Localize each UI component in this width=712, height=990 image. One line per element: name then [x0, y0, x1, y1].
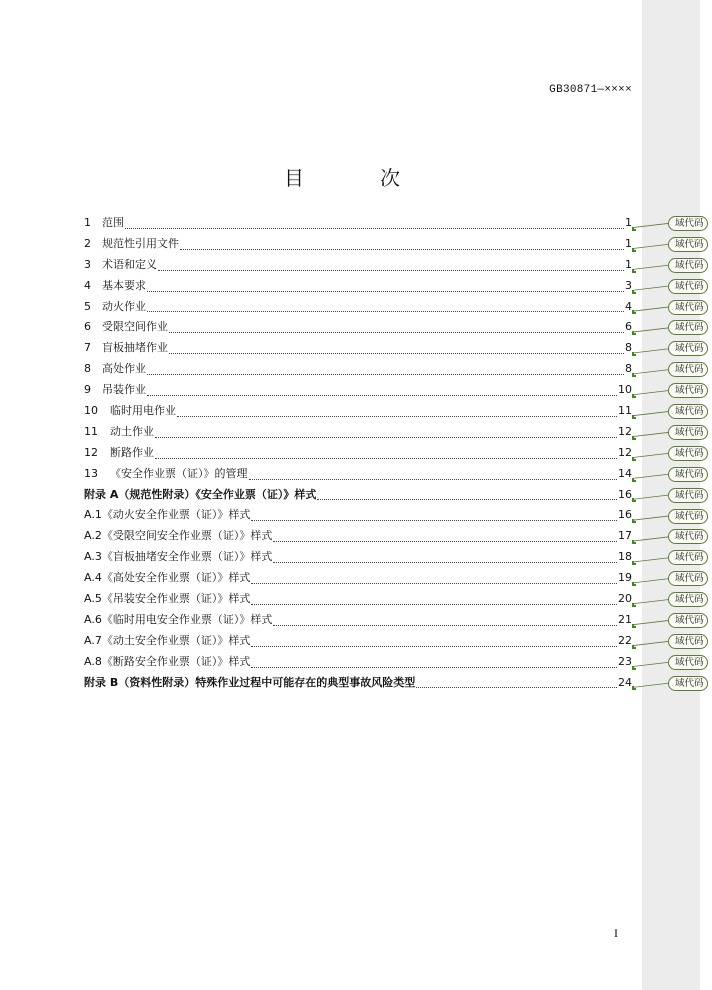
toc-entry[interactable] — [84, 297, 632, 318]
toc-entry[interactable] — [84, 610, 632, 631]
toc-entry-title[interactable]: 吊装作业 — [102, 383, 146, 397]
toc-leader-dots — [317, 499, 617, 500]
toc-entry[interactable] — [84, 589, 632, 610]
toc-leader-dots — [169, 332, 624, 333]
toc-entry-title[interactable]: 高处作业 — [102, 362, 146, 376]
toc-entry-title[interactable]: A.8《断路安全作业票（证）》样式 — [84, 654, 251, 668]
toc-entry-page[interactable]: 16 — [618, 487, 632, 501]
toc-leader-dots — [273, 562, 617, 563]
toc-entry[interactable] — [84, 526, 632, 547]
toc-leader-dots — [249, 479, 618, 480]
field-code-comment[interactable]: 域代码 — [668, 488, 708, 503]
field-anchor-mark — [632, 582, 636, 586]
toc-leader-dots — [147, 374, 624, 375]
toc-entry-page[interactable]: 18 — [618, 550, 632, 564]
toc-entry-title[interactable]: A.1《动火安全作业票（证）》样式 — [84, 508, 251, 522]
toc-title: 目 次 — [284, 166, 428, 190]
page-number: I — [614, 926, 618, 940]
toc-entry-title[interactable]: 《安全作业票（证）》的管理 — [110, 466, 248, 480]
toc-entry-title[interactable]: 附录 B（资料性附录）特殊作业过程中可能存在的典型事故风险类型 — [84, 675, 416, 689]
toc-entry-title[interactable]: 规范性引用文件 — [102, 236, 179, 250]
toc-entry-title[interactable]: 动土作业 — [110, 424, 154, 438]
toc-entry-page[interactable]: 3 — [625, 278, 632, 292]
toc-entry-title[interactable]: 盲板抽堵作业 — [102, 341, 168, 355]
toc-entry-page[interactable]: 6 — [625, 320, 632, 334]
field-code-comment[interactable]: 域代码 — [668, 613, 708, 628]
toc-entry-title[interactable]: 受限空间作业 — [102, 320, 168, 334]
field-anchor-mark — [632, 436, 636, 440]
toc-entry[interactable] — [84, 234, 632, 255]
field-anchor-mark — [632, 373, 636, 377]
toc-entry[interactable] — [84, 568, 632, 589]
field-anchor-mark — [632, 666, 636, 670]
toc-leader-dots — [251, 520, 617, 521]
field-code-comment[interactable]: 域代码 — [668, 676, 708, 691]
toc-entry-page[interactable]: 1 — [625, 216, 632, 229]
toc-entry-title[interactable]: 附录 A（规范性附录）《安全作业票（证）》样式 — [84, 487, 317, 501]
field-anchor-mark — [632, 561, 636, 565]
field-anchor-mark — [632, 394, 636, 398]
field-anchor-mark — [632, 540, 636, 544]
toc-entry-number: 2 — [84, 236, 91, 250]
toc-entry-page[interactable]: 4 — [625, 299, 632, 313]
table-of-contents — [84, 213, 632, 693]
field-anchor-mark — [632, 290, 636, 294]
field-anchor-mark — [632, 603, 636, 607]
toc-entry[interactable] — [84, 338, 632, 359]
field-code-comment[interactable]: 域代码 — [668, 383, 708, 398]
toc-entry-title[interactable]: 范围 — [102, 216, 124, 229]
toc-leader-dots — [180, 249, 624, 250]
field-anchor-mark — [632, 227, 636, 231]
toc-leader-dots — [416, 687, 617, 688]
toc-entry-number: 1 — [84, 216, 91, 229]
toc-entry-number: 3 — [84, 257, 91, 271]
toc-entry-title[interactable]: A.7《动土安全作业票（证）》样式 — [84, 633, 251, 647]
field-anchor-mark — [632, 498, 636, 502]
toc-entry-title[interactable]: 基本要求 — [102, 278, 146, 292]
toc-entry[interactable] — [84, 505, 632, 526]
toc-leader-dots — [158, 270, 624, 271]
field-anchor-mark — [632, 478, 636, 482]
field-anchor-mark — [632, 415, 636, 419]
toc-entry[interactable] — [84, 422, 632, 443]
field-code-comment[interactable]: 域代码 — [668, 341, 708, 356]
toc-entry-page[interactable]: 22 — [618, 633, 632, 647]
toc-entry-page[interactable]: 23 — [618, 654, 632, 668]
toc-leader-dots — [251, 604, 617, 605]
field-code-comment[interactable]: 域代码 — [668, 216, 708, 231]
field-anchor-mark — [632, 686, 636, 690]
toc-entry-number: 11 — [84, 424, 98, 438]
toc-entry-title[interactable]: 术语和定义 — [102, 257, 157, 271]
toc-entry-page[interactable]: 8 — [625, 341, 632, 355]
toc-entry-number: 13 — [84, 466, 98, 480]
toc-entry[interactable] — [84, 317, 632, 338]
field-anchor-mark — [632, 331, 636, 335]
toc-entry-page[interactable]: 16 — [618, 508, 632, 522]
toc-entry[interactable] — [84, 401, 632, 422]
toc-entry-page[interactable]: 10 — [618, 383, 632, 397]
field-code-comment[interactable]: 域代码 — [668, 550, 708, 565]
toc-entry[interactable] — [84, 380, 632, 401]
toc-leader-dots — [273, 625, 617, 626]
toc-leader-dots — [169, 353, 624, 354]
field-anchor-mark — [632, 645, 636, 649]
toc-leader-dots — [147, 311, 624, 312]
field-code-comment[interactable]: 域代码 — [668, 446, 708, 461]
toc-leader-dots — [273, 541, 617, 542]
toc-leader-dots — [251, 583, 617, 584]
toc-entry-number: 10 — [84, 404, 98, 418]
toc-entry-page[interactable]: 21 — [618, 612, 632, 626]
field-code-comment[interactable]: 域代码 — [668, 529, 708, 544]
field-code-comment[interactable]: 域代码 — [668, 509, 708, 524]
toc-entry-number: 8 — [84, 362, 91, 376]
toc-entry-page[interactable]: 12 — [618, 445, 632, 459]
field-anchor-mark — [632, 269, 636, 273]
toc-entry[interactable] — [84, 485, 632, 506]
field-anchor-mark — [632, 624, 636, 628]
toc-entry-number: 12 — [84, 445, 98, 459]
toc-entry[interactable] — [84, 443, 632, 464]
field-anchor-mark — [632, 519, 636, 523]
field-code-comment[interactable]: 域代码 — [668, 362, 708, 377]
toc-entry-number: 5 — [84, 299, 91, 313]
toc-entry[interactable] — [84, 631, 632, 652]
field-code-comment[interactable]: 域代码 — [668, 592, 708, 607]
toc-entry-page[interactable]: 17 — [618, 529, 632, 543]
toc-entry-title[interactable]: A.5《吊装安全作业票（证）》样式 — [84, 592, 251, 606]
field-code-comment[interactable]: 域代码 — [668, 404, 708, 419]
toc-entry-page[interactable]: 1 — [625, 257, 632, 271]
toc-entry[interactable] — [84, 255, 632, 276]
toc-entry[interactable] — [84, 359, 632, 380]
field-code-comment[interactable]: 域代码 — [668, 655, 708, 670]
toc-entry-page[interactable]: 24 — [618, 675, 632, 689]
field-code-comment[interactable]: 域代码 — [668, 571, 708, 586]
field-anchor-mark — [632, 310, 636, 314]
toc-leader-dots — [251, 667, 617, 668]
toc-entry-title[interactable]: A.2《受限空间安全作业票（证）》样式 — [84, 529, 273, 543]
toc-entry-title[interactable]: 断路作业 — [110, 445, 154, 459]
toc-leader-dots — [125, 228, 624, 229]
toc-leader-dots — [251, 646, 617, 647]
toc-entry-number: 4 — [84, 278, 91, 292]
toc-entry-page[interactable]: 8 — [625, 362, 632, 376]
field-code-comment[interactable]: 域代码 — [668, 237, 708, 252]
document-code: GB30871—×××× — [549, 84, 632, 96]
toc-entry-title[interactable]: A.3《盲板抽堵安全作业票（证）》样式 — [84, 550, 273, 564]
field-code-comment[interactable]: 域代码 — [668, 467, 708, 482]
toc-entry-number: 9 — [84, 383, 91, 397]
toc-entry[interactable] — [84, 276, 632, 297]
field-code-comment[interactable]: 域代码 — [668, 320, 708, 335]
toc-entry-number: 6 — [84, 320, 91, 334]
toc-leader-dots — [147, 395, 617, 396]
toc-entry[interactable] — [84, 213, 632, 234]
toc-entry[interactable] — [84, 464, 632, 485]
toc-entry[interactable] — [84, 673, 632, 694]
field-code-comment[interactable]: 域代码 — [668, 300, 708, 315]
field-anchor-mark — [632, 248, 636, 252]
field-anchor-mark — [632, 457, 636, 461]
toc-entry-title[interactable]: 动火作业 — [102, 299, 146, 313]
toc-entry-page[interactable]: 20 — [618, 592, 632, 606]
toc-entry-page[interactable]: 12 — [618, 424, 632, 438]
toc-leader-dots — [147, 291, 624, 292]
toc-leader-dots — [177, 416, 617, 417]
toc-entry-page[interactable]: 11 — [618, 404, 632, 418]
field-code-comment[interactable]: 域代码 — [668, 258, 708, 273]
toc-leader-dots — [155, 437, 617, 438]
toc-entry-page[interactable]: 19 — [618, 571, 632, 585]
toc-entry[interactable] — [84, 652, 632, 673]
field-code-comment[interactable]: 域代码 — [668, 425, 708, 440]
toc-entry-page[interactable]: 14 — [618, 466, 632, 480]
field-code-comment[interactable]: 域代码 — [668, 279, 708, 294]
toc-entry-number: 7 — [84, 341, 91, 355]
toc-entry-title[interactable]: A.6《临时用电安全作业票（证）》样式 — [84, 612, 273, 626]
toc-entry-title[interactable]: A.4《高处安全作业票（证）》样式 — [84, 571, 251, 585]
toc-entry[interactable] — [84, 547, 632, 568]
toc-entry-page[interactable]: 1 — [625, 236, 632, 250]
toc-entry-title[interactable]: 临时用电作业 — [110, 404, 176, 418]
toc-leader-dots — [155, 458, 617, 459]
field-code-comment[interactable]: 域代码 — [668, 634, 708, 649]
field-anchor-mark — [632, 352, 636, 356]
